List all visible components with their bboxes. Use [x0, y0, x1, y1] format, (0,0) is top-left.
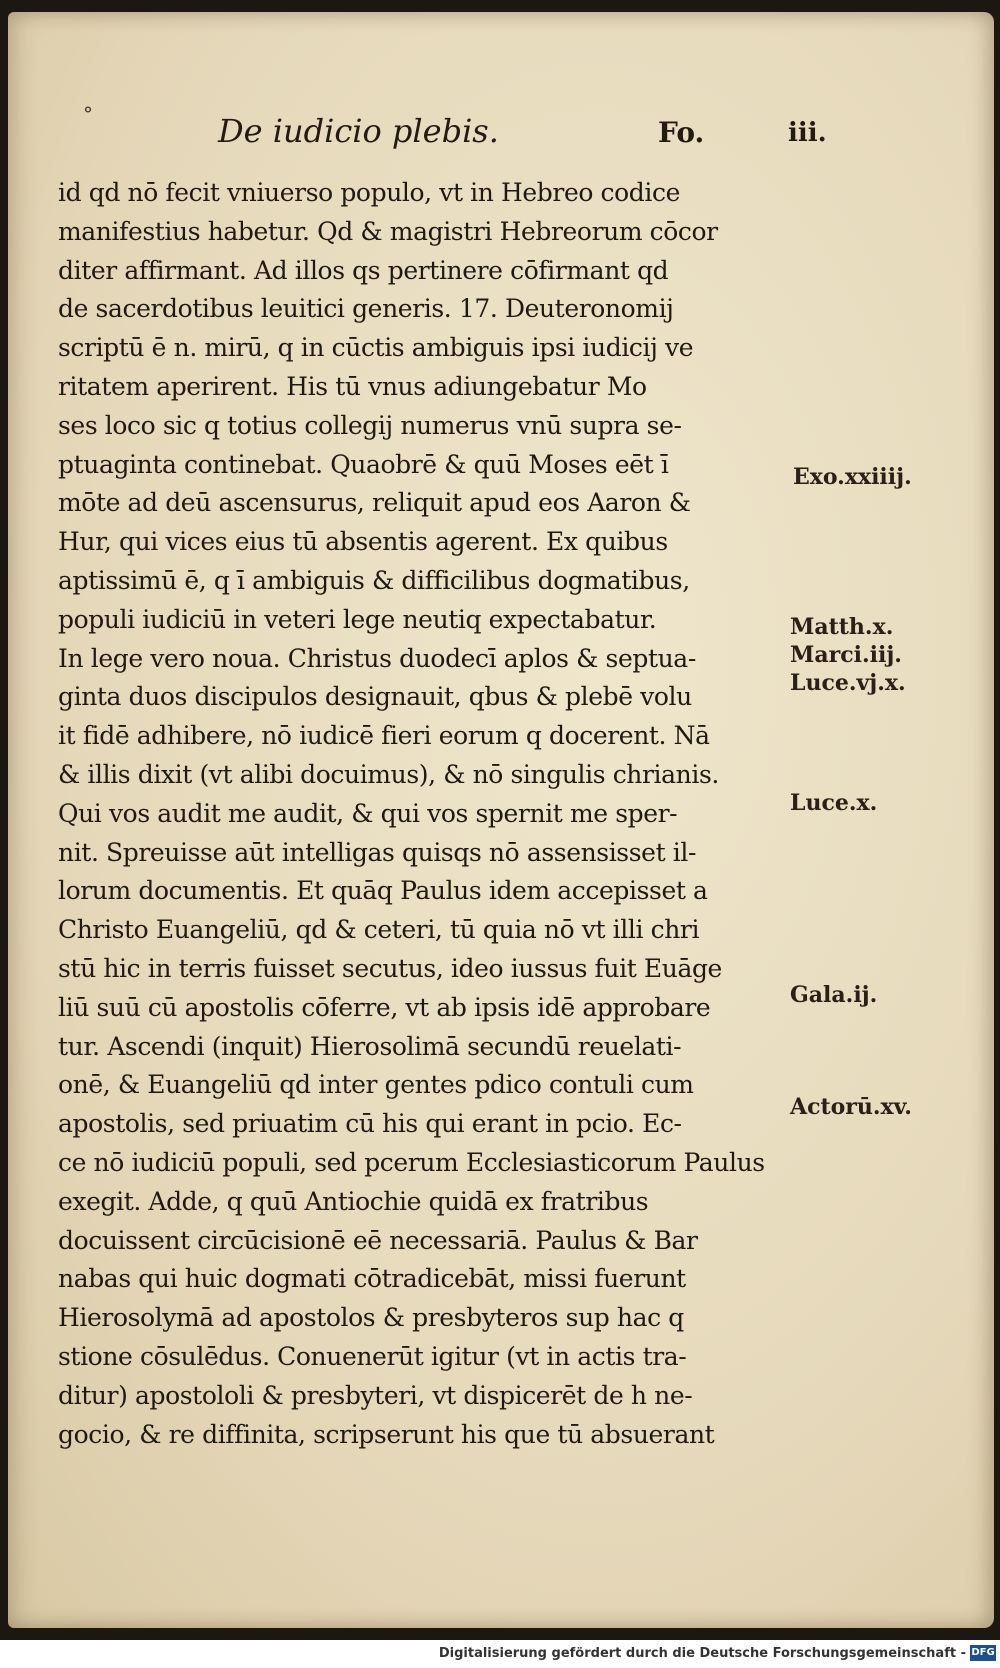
text-line: & illis dixit (vt alibi docuimus), & nō singulis chrianis. — [58, 759, 719, 789]
text-line: de sacerdotibus leuitici generis. 17. Deuteronomij — [58, 294, 674, 324]
folio-number: iii. — [788, 118, 827, 148]
text-line: ses loco sic q totius collegij numerus vnū supra se- — [58, 410, 682, 440]
text-line: gocio, & re diffinita, scripserunt his que tū absuerant — [58, 1419, 715, 1449]
book-page — [8, 12, 994, 1628]
text-line: nabas qui huic dogmati cōtradicebāt, missi fuerunt — [58, 1264, 686, 1294]
footer — [0, 1640, 1000, 1668]
text-line: Hur, qui vices eius tū absentis agerent. Ex quibus — [58, 527, 668, 557]
text-line: aptissimū ē, q ī ambiguis & difficilibus dogmatibus, — [58, 565, 690, 595]
text-line: ce nō iudiciū populi, sed pcerum Ecclesiasticorum Paulus — [58, 1147, 765, 1177]
text-line: In lege vero noua. Christus duodecī aplos & septua- — [58, 643, 696, 673]
text-line: ginta duos discipulos designauit, qbus & plebē volu — [58, 682, 692, 712]
margin-note-galatians: Gala.ij. — [790, 982, 878, 1008]
margin-note-acts: Actorū.xv. — [790, 1094, 912, 1120]
text-line: apostolis, sed priuatim cū his qui erant in pcio. Ec- — [58, 1109, 682, 1139]
text-line: stū hic in terris fuisset secutus, ideo iussus fuit Euāge — [58, 953, 722, 983]
gutter-mark: ° — [83, 102, 93, 126]
text-line: scriptū ē n. mirū, q in cūctis ambiguis ipsi iudicij ve — [58, 333, 694, 363]
text-line: ritatem aperirent. His tū vnus adiungebatur Mo — [58, 371, 647, 401]
body-text — [58, 174, 838, 1454]
text-line: mōte ad deū ascensurus, reliquit apud eos Aaron & — [58, 488, 691, 518]
text-line: Qui vos audit me audit, & qui vos spernit me sper- — [58, 798, 678, 828]
text-line: stione cōsulēdus. Conuenerūt igitur (vt in actis tra- — [58, 1341, 687, 1371]
text-line: ptuaginta continebat. Quaobrē & quū Moses eēt ī — [58, 449, 669, 479]
text-line: manifestius habetur. Qd & magistri Hebreorum cōcor — [58, 216, 718, 246]
running-head — [218, 112, 858, 156]
text-line: populi iudiciū in veteri lege neutiq expectabatur. — [58, 604, 657, 634]
text-line: Christo Euangeliū, qd & ceteri, tū quia nō vt illi chri — [58, 915, 700, 945]
text-line: id qd nō fecit vniuerso populo, vt in Hebreo codice — [58, 178, 680, 207]
text-line: docuissent circūcisionē eē necessariā. Paulus & Bar — [58, 1225, 698, 1255]
dfg-logo: DFG — [970, 1645, 996, 1661]
margin-note-exodus: Exo.xxiiij. — [793, 464, 912, 490]
running-head-title: De iudicio plebis. — [218, 112, 499, 150]
margin-note-luke-x: Luce.x. — [790, 790, 878, 816]
margin-note-matthew: Matth.x. — [790, 614, 894, 640]
text-line: tur. Ascendi (inquit) Hierosolimā secundū reuelati- — [58, 1031, 682, 1061]
folio-label: Fo. — [658, 116, 705, 149]
text-line: liū suū cū apostolis cōferre, vt ab ipsis idē approbare — [58, 992, 711, 1022]
text-line: Hierosolymā ad apostolos & presbyteros sup hac q — [58, 1303, 684, 1333]
text-line: lorum documentis. Et quāq Paulus idem accepisset a — [58, 876, 708, 906]
margin-note-luke-vi: Luce.vj.x. — [790, 670, 906, 696]
text-line: ditur) apostololi & presbyteri, vt dispicerēt de h ne- — [58, 1380, 693, 1410]
footer-credit: Digitalisierung gefördert durch die Deutsche Forschungsgemeinschaft - — [438, 1646, 966, 1661]
text-line: diter affirmant. Ad illos qs pertinere cōfirmant qd — [58, 255, 669, 285]
text-line: nit. Spreuisse aūt intelligas quisqs nō assensisset il- — [58, 837, 696, 867]
text-line: it fidē adhibere, nō iudicē fieri eorum q docerent. Nā — [58, 721, 710, 751]
text-line: onē, & Euangeliū qd inter gentes pdico contuli cum — [58, 1070, 694, 1100]
margin-note-mark: Marci.iij. — [790, 642, 902, 668]
text-line: exegit. Adde, q quū Antiochie quidā ex fratribus — [58, 1186, 649, 1216]
